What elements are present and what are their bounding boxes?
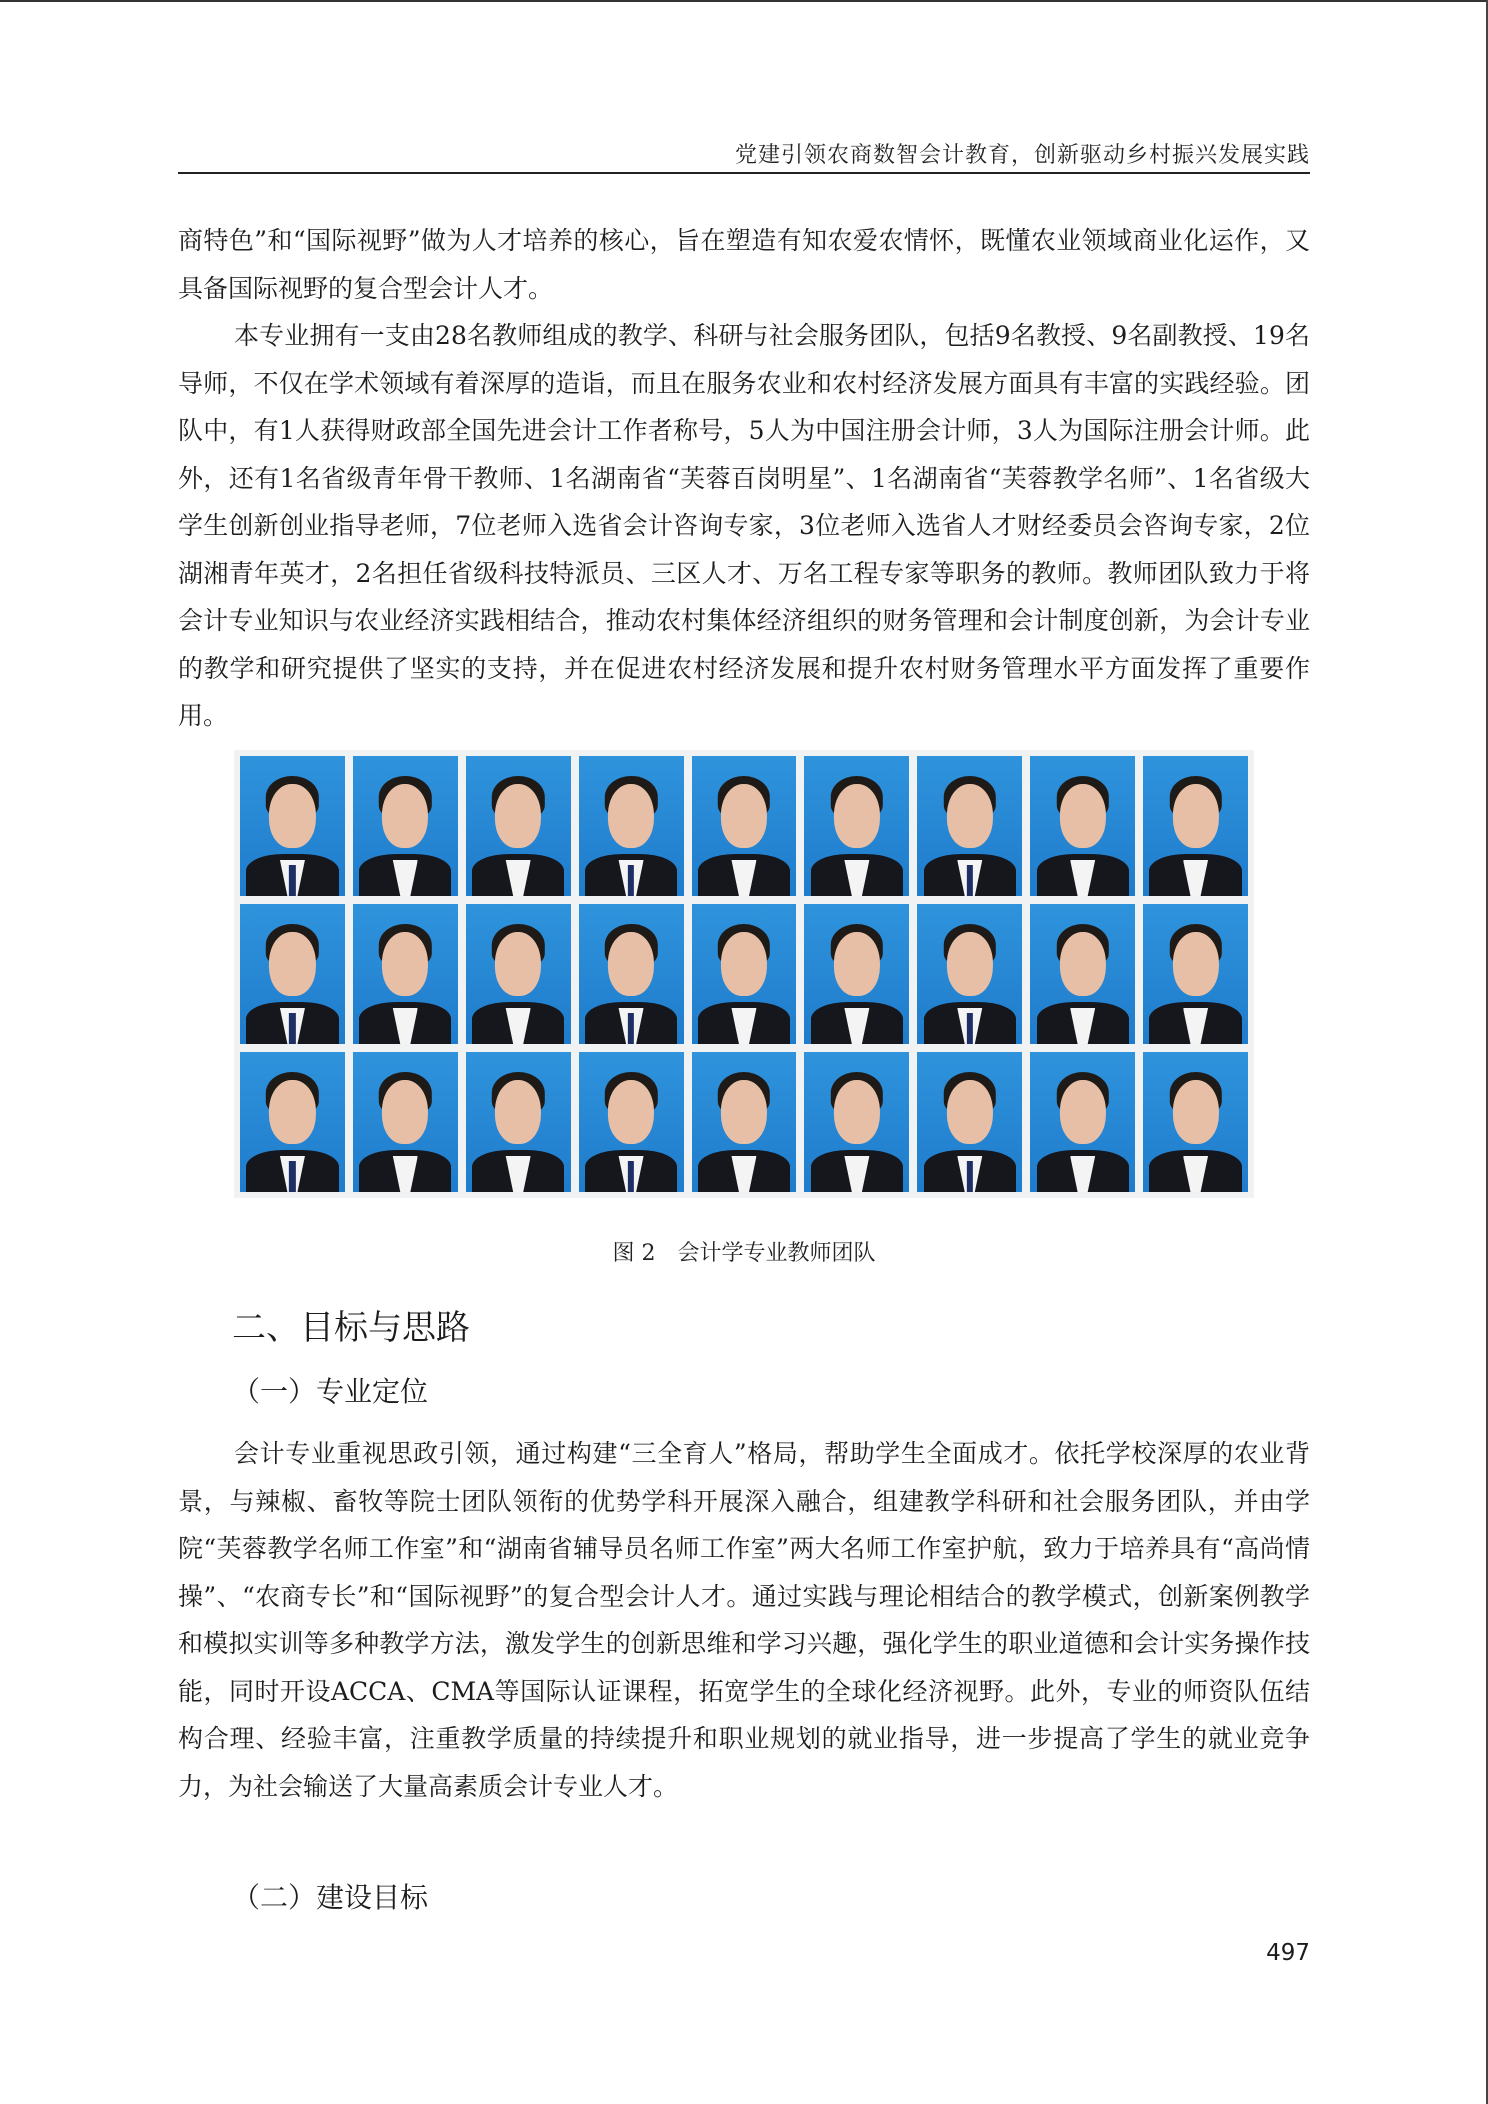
teacher-portrait-photo xyxy=(692,756,797,896)
teacher-portrait-photo xyxy=(240,1052,345,1192)
teacher-portrait-photo xyxy=(692,904,797,1044)
page-top-border xyxy=(0,0,1488,2)
teacher-portrait-photo xyxy=(466,1052,571,1192)
teacher-portrait-photo xyxy=(1143,1052,1248,1192)
teacher-portrait-photo xyxy=(1143,904,1248,1044)
subsection-positioning-title: （一）专业定位 xyxy=(232,1375,429,1408)
teacher-portrait-photo xyxy=(804,904,909,1044)
teacher-portrait-photo xyxy=(1143,756,1248,896)
teacher-portrait-photo xyxy=(466,756,571,896)
teacher-portrait-photo xyxy=(353,1052,458,1192)
teacher-portrait-photo xyxy=(240,756,345,896)
teacher-portrait-photo xyxy=(353,904,458,1044)
header-rule xyxy=(178,172,1310,174)
teacher-portrait-photo xyxy=(466,904,571,1044)
teacher-portrait-photo xyxy=(917,1052,1022,1192)
teacher-portrait-photo xyxy=(1030,904,1135,1044)
paragraph-continuation: 商特色”和“国际视野”做为人才培养的核心，旨在塑造有知农爱农情怀，既懂农业领域商业化运作，又具备国际视野的复合型会计人才。 xyxy=(178,226,1310,303)
running-header: 党建引领农商数智会计教育，创新驱动乡村振兴发展实践 xyxy=(734,143,1310,168)
teacher-portrait-photo xyxy=(917,904,1022,1044)
teacher-photo-grid xyxy=(234,750,1254,1198)
page-number: 497 xyxy=(1266,1940,1310,1966)
paragraph-team: 本专业拥有一支由28名教师组成的教学、科研与社会服务团队，包括9名教授、9名副教授、19名导师，不仅在学术领域有着深厚的造诣，而且在服务农业和农村经济发展方面具有丰富的实践经验。团队中，有1人获得财政部全国先进会计工作者称号，5人为中国注册会计师，3人为国际注册会计师。此外，还有1名省级青年骨干教师、1名湖南省“芙蓉百岗明星”、1名湖南省“芙蓉教学名师”、1名省级大学生创新创业指导老师，7位老师入选省会计咨询专家，3位老师入选省人才财经委员会咨询专家，2位湖湘青年英才，2名担任省级科技特派员、三区人才、万名工程专家等职务的教师。教师团队致力于将会计专业知识与农业经济实践相结合，推动农村集体经济组织的财务管理和会计制度创新，为会计专业的教学和研究提供了坚实的支持，并在促进农村经济发展和提升农村财务管理水平方面发挥了重要作用。 xyxy=(178,321,1310,730)
teacher-portrait-photo xyxy=(917,756,1022,896)
teacher-portrait-photo xyxy=(579,1052,684,1192)
teacher-portrait-photo xyxy=(353,756,458,896)
intro-text-block xyxy=(178,217,1310,740)
teacher-portrait-photo xyxy=(1030,756,1135,896)
teacher-portrait-photo xyxy=(804,756,909,896)
teacher-portrait-photo xyxy=(579,756,684,896)
teacher-portrait-photo xyxy=(579,904,684,1044)
teacher-portrait-photo xyxy=(240,904,345,1044)
positioning-text-block xyxy=(178,1430,1310,1810)
section-title: 二、目标与思路 xyxy=(232,1308,470,1348)
figure-caption: 图 2 会计学专业教师团队 xyxy=(612,1241,876,1266)
paragraph-positioning: 会计专业重视思政引领，通过构建“三全育人”格局，帮助学生全面成才。依托学校深厚的农业背景，与辣椒、畜牧等院士团队领衔的优势学科开展深入融合，组建教学科研和社会服务团队，并由学院“芙蓉教学名师工作室”和“湖南省辅导员名师工作室”两大名师工作室护航，致力于培养具有“高尚情操”、“农商专长”和“国际视野”的复合型会计人才。通过实践与理论相结合的教学模式，创新案例教学和模拟实训等多种教学方法，激发学生的创新思维和学习兴趣，强化学生的职业道德和会计实务操作技能，同时开设ACCA、CMA等国际认证课程，拓宽学生的全球化经济视野。此外，专业的师资队伍结构合理、经验丰富，注重教学质量的持续提升和职业规划的就业指导，进一步提高了学生的就业竞争力，为社会输送了大量高素质会计专业人才。 xyxy=(178,1439,1310,1801)
subsection-goals-title: （二）建设目标 xyxy=(232,1881,429,1914)
teacher-portrait-photo xyxy=(1030,1052,1135,1192)
teacher-portrait-photo xyxy=(804,1052,909,1192)
teacher-portrait-photo xyxy=(692,1052,797,1192)
